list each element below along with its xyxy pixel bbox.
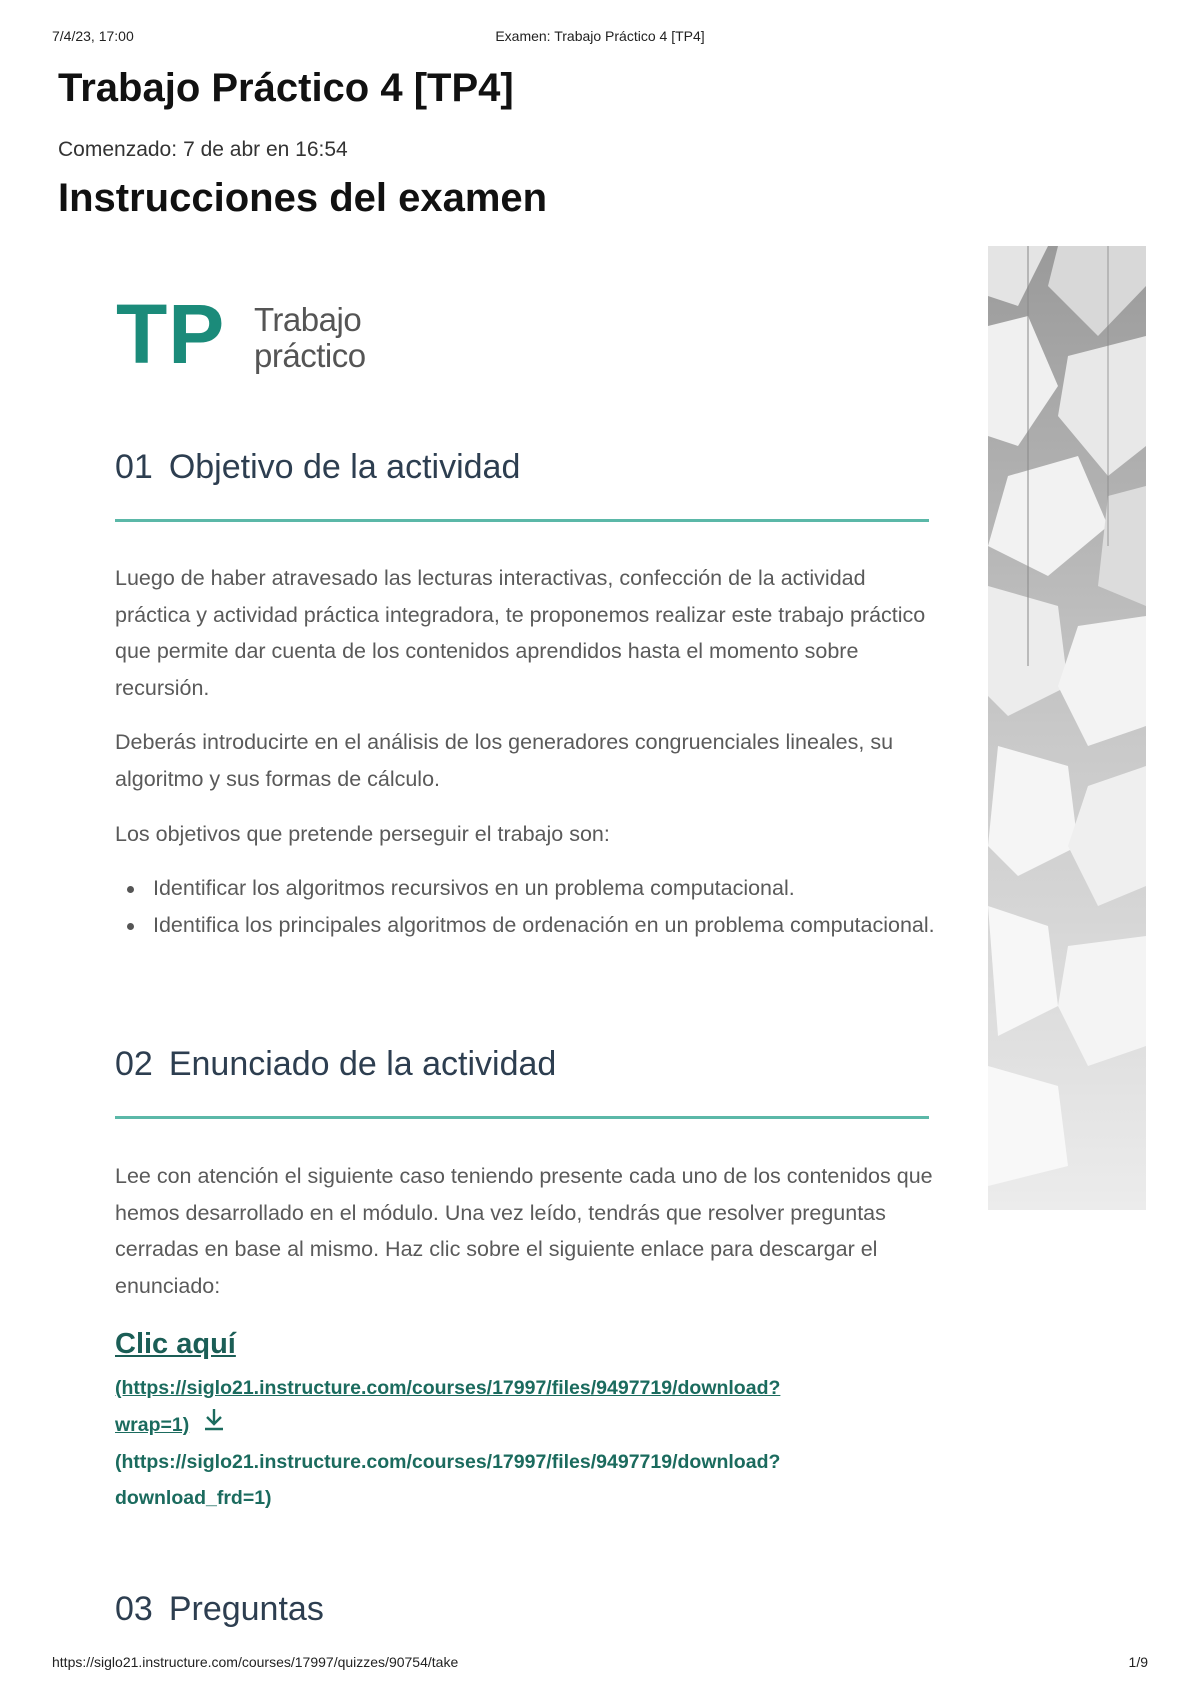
view-link-line1[interactable]: (https://siglo21.instructure.com/courses/17997/files/9497719/download? — [115, 1377, 781, 1399]
section-divider — [115, 1116, 929, 1119]
list-item — [115, 907, 935, 944]
view-link-line2[interactable]: wrap=1) — [115, 1413, 190, 1436]
section-title: Enunciado de la actividad — [168, 1045, 557, 1083]
download-link-line2[interactable]: download_frd=1) — [115, 1487, 272, 1510]
section-title: Objetivo de la actividad — [168, 448, 521, 486]
section-number: 01 — [115, 448, 153, 486]
paragraph: Los objetivos que pretende perseguir el trabajo son: — [115, 822, 610, 846]
tp-logo-words — [254, 302, 366, 374]
section-heading-preguntas — [115, 1590, 324, 1629]
list-item-text: Identificar los algoritmos recursivos en un problema computacional. — [153, 876, 795, 900]
print-url: https://siglo21.instructure.com/courses/17997/quizzes/90754/take — [52, 1654, 459, 1670]
download-links — [115, 1370, 935, 1517]
tp-logo-word1: Trabajo — [254, 301, 362, 338]
started-label: Comenzado: — [58, 138, 178, 161]
objectives-list — [115, 870, 935, 943]
section-divider — [115, 519, 929, 522]
bullet-icon — [127, 886, 134, 893]
section-title: Preguntas — [168, 1590, 324, 1628]
section-heading-enunciado — [115, 1045, 556, 1084]
print-footer — [52, 1654, 1148, 1676]
page-title: Trabajo Práctico 4 [TP4] — [58, 66, 514, 110]
paragraph: Deberás introducirte en el análisis de los generadores congruenciales lineales, su algoritmo y sus formas de cálculo. — [115, 730, 894, 791]
paragraph: Luego de haber atravesado las lecturas interactivas, confección de la actividad práctica y actividad práctica integradora, te proponemos realizar este trabajo práctico que permite dar cuenta de los contenidos aprendidos hasta el momento sobre recursión. — [115, 566, 926, 700]
download-link-line1[interactable]: (https://siglo21.instructure.com/courses/17997/files/9497719/download? — [115, 1450, 781, 1473]
started-value: 7 de abr en 16:54 — [183, 138, 348, 161]
list-item — [115, 870, 935, 907]
section-number: 02 — [115, 1045, 153, 1083]
decorative-side-image — [988, 246, 1146, 1210]
print-date: 7/4/23, 17:00 — [52, 28, 134, 44]
page-counter: 1/9 — [1128, 1654, 1148, 1670]
print-title: Examen: Trabajo Práctico 4 [TP4] — [495, 28, 705, 44]
tp-logo-word2: práctico — [254, 337, 366, 374]
paragraph: Lee con atención el siguiente caso teniendo presente cada uno de los contenidos que hemos desarrollado en el módulo. Una vez leído, tendrás que resolver preguntas cerradas en base al mismo. Haz clic sobre el siguiente enlace para descargar el enunciado: — [115, 1164, 933, 1298]
bullet-icon — [127, 923, 134, 930]
print-header — [52, 28, 1148, 50]
section-heading-objetivo — [115, 448, 520, 487]
click-here-link[interactable]: Clic aquí — [115, 1328, 236, 1360]
instructions-heading: Instrucciones del examen — [58, 176, 548, 220]
section-number: 03 — [115, 1590, 153, 1628]
download-icon[interactable] — [203, 1407, 225, 1444]
tp-logo-mark: TP — [116, 287, 226, 381]
started-info — [58, 138, 348, 162]
list-item-text: Identifica los principales algoritmos de ordenación en un problema computacional. — [153, 912, 935, 937]
